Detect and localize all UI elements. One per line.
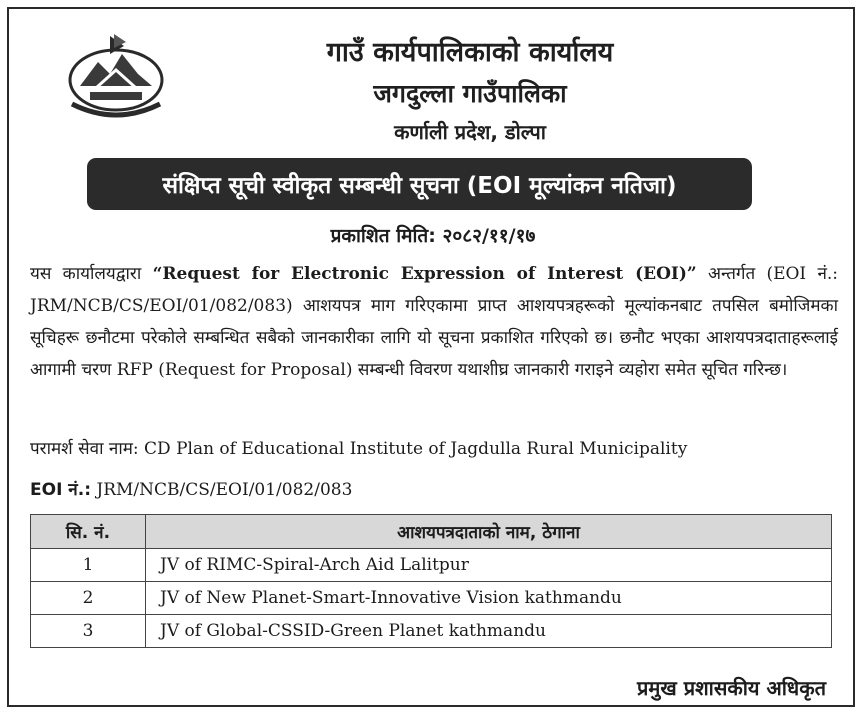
shortlist-table: [30, 514, 832, 648]
eoi-label: EOI नं.:: [30, 480, 91, 500]
notice-body: [30, 258, 838, 386]
published-date: प्रकाशित मिति: २०८२/११/१७: [330, 225, 536, 247]
header-name: आशयपत्रदाताको नाम, ठेगाना: [146, 515, 832, 549]
body-intro: यस कार्यालयद्वारा: [30, 264, 142, 284]
header-sn: सि. नं.: [31, 515, 146, 549]
location-text: कर्णाली प्रदेश, डोल्पा: [394, 120, 546, 144]
notice-banner: संक्षिप्त सूची स्वीकृत सम्बन्धी सूचना (EOI मूल्यांकन नतिजा): [87, 158, 752, 210]
request-title: “Request for Electronic Expression of Interest (EOI)”: [152, 264, 697, 284]
row-name: JV of Global-CSSID-Green Planet kathmandu: [146, 615, 832, 648]
table-row: [31, 615, 832, 648]
consultancy-name: परामर्श सेवा नाम: CD Plan of Educational Institute of Jagdulla Rural Municipality: [30, 439, 688, 459]
office-title: गाउँ कार्यपालिकाको कार्यालय: [326, 37, 614, 68]
government-emblem-icon: [60, 30, 172, 122]
row-sn: 2: [31, 582, 146, 615]
row-sn: 1: [31, 549, 146, 582]
eoi-number: [30, 477, 838, 500]
body-text: अन्तर्गत (EOI नं.: JRM/NCB/CS/EOI/01/082/083) आशयपत्र माग गरिएकामा प्राप्त आशयपत्रहरूको मूल्यांकनबाट तपसिल बमोजिमका सूचिहरू छनौटमा परेकोले सम्बन्धित सबैको जानकारीका लागि यो सूचना प्रकाशित गरिएको छ। छनौट भएका आशयपत्रदाताहरूलाई आगामी चरण RFP (Request for Proposal) सम्बन्धी विवरण यथाशीघ्र जानकारी गराइने व्यहोरा समेत सूचित गरिन्छ।: [30, 264, 839, 380]
table-row: [31, 582, 832, 615]
signature: प्रमुख प्रशासकीय अधिकृत: [637, 676, 826, 700]
table-header: [31, 515, 832, 549]
eoi-value: JRM/NCB/CS/EOI/01/082/083: [91, 480, 353, 500]
table-row: [31, 549, 832, 582]
row-sn: 3: [31, 615, 146, 648]
row-name: JV of New Planet-Smart-Innovative Vision kathmandu: [146, 582, 832, 615]
municipality-name: जगदुल्ला गाउँपालिका: [373, 79, 567, 108]
row-name: JV of RIMC-Spiral-Arch Aid Lalitpur: [146, 549, 832, 582]
